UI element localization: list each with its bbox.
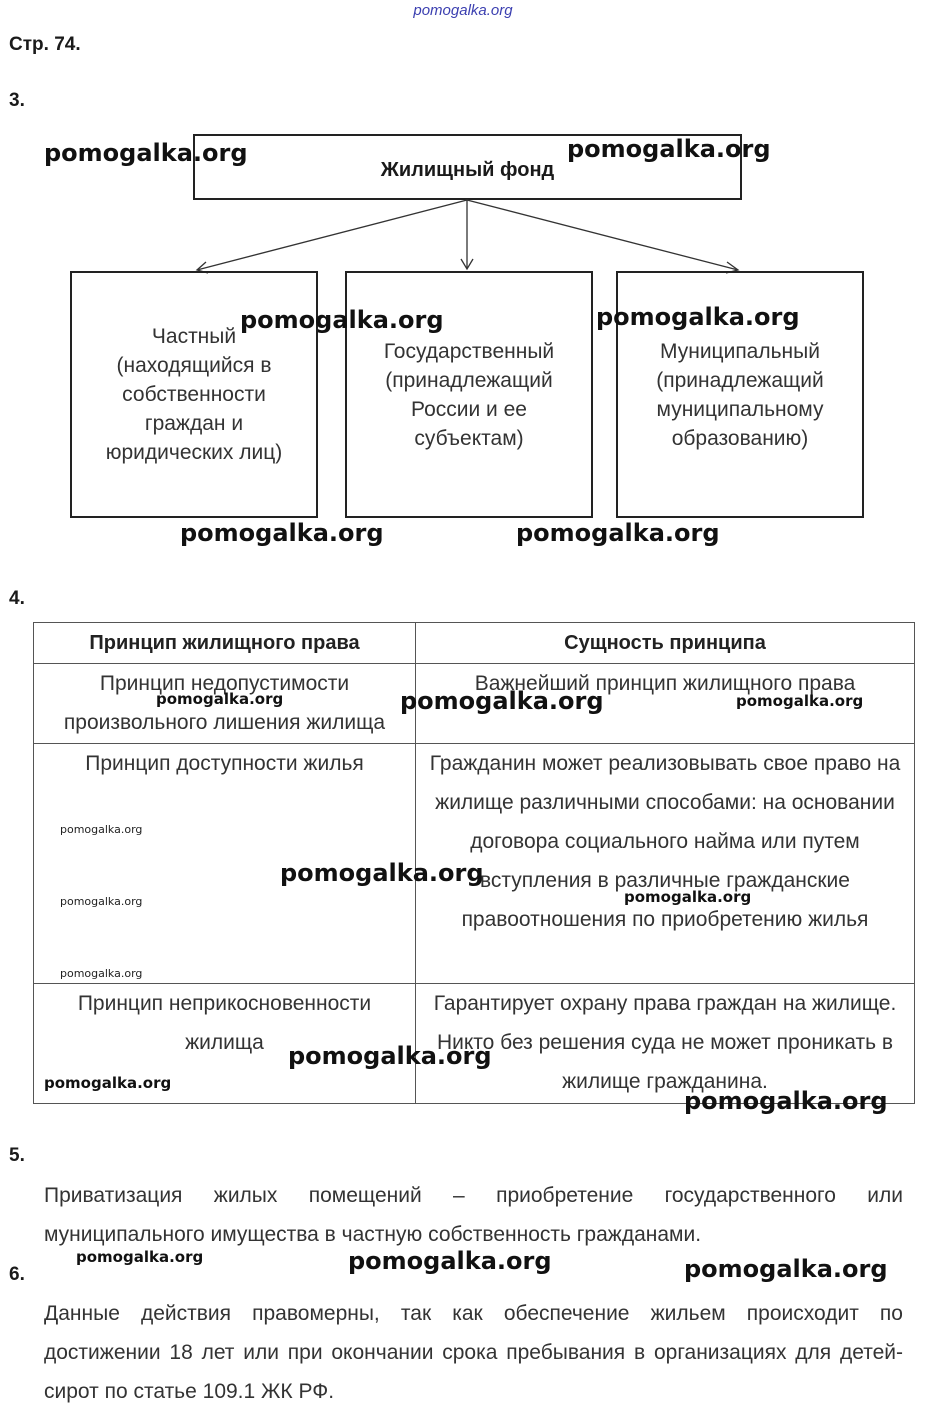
task-4-number: 4. bbox=[9, 588, 25, 609]
watermark: pomogalka.org bbox=[736, 692, 864, 710]
watermark: pomogalka.org bbox=[516, 519, 720, 547]
table-header-row bbox=[34, 623, 915, 664]
watermark: pomogalka.org bbox=[624, 888, 752, 906]
watermark: pomogalka.org bbox=[567, 135, 771, 163]
watermark: pomogalka.org bbox=[596, 303, 800, 331]
watermark: pomogalka.org bbox=[44, 139, 248, 167]
diagram-label-state: Государственный (принадлежащий России и ее субъектам) bbox=[383, 339, 555, 450]
watermark: pomogalka.org bbox=[280, 859, 484, 887]
arrow-to-private bbox=[197, 200, 467, 270]
table-cell-essence: Гарантирует охрану права граждан на жилище. Никто без решения суда не может проникать в жилище гражданина. bbox=[416, 984, 915, 1104]
table-cell-principle: Принцип недопустимости произвольного лишения жилища bbox=[34, 664, 416, 744]
arrow-to-municipal bbox=[467, 200, 738, 270]
table-cell-essence: Гражданин может реализовывать свое право на жилище различными способами: на основании договора социального найма или путем вступления в различные гражданские правоотношения по приобретению жилья bbox=[416, 744, 915, 984]
watermark: pomogalka.org bbox=[684, 1087, 888, 1115]
table-header-essence: Сущность принципа bbox=[416, 623, 915, 664]
table-cell-principle: Принцип неприкосновенности жилища bbox=[34, 984, 416, 1104]
diagram-label-municipal: Муниципальный (принадлежащий муниципальному образованию) bbox=[656, 339, 824, 450]
watermark: pomogalka.org bbox=[76, 1248, 204, 1266]
diagram-label-private: Частный (находящийся в собственности граждан и юридических лиц) bbox=[105, 325, 283, 464]
task-5-number: 5. bbox=[9, 1145, 25, 1166]
table-cell-principle: Принцип доступности жилья bbox=[34, 744, 416, 984]
watermark: pomogalka.org bbox=[60, 967, 143, 980]
watermark: pomogalka.org bbox=[240, 306, 444, 334]
watermark: pomogalka.org bbox=[180, 519, 384, 547]
site-caption: pomogalka.org bbox=[413, 2, 513, 19]
task-6-number: 6. bbox=[9, 1264, 25, 1285]
diagram-root-label: Жилищный фонд bbox=[380, 158, 555, 181]
watermark: pomogalka.org bbox=[156, 690, 284, 708]
watermark: pomogalka.org bbox=[684, 1255, 888, 1283]
task-5-answer: Приватизация жилых помещений – приобретение государственного или муниципального имущества в частную собственность гражданами. bbox=[44, 1184, 903, 1246]
table-cell-essence: Важнейший принцип жилищного права bbox=[416, 664, 915, 744]
arrowhead-state bbox=[461, 259, 473, 269]
watermark: pomogalka.org bbox=[60, 895, 143, 908]
task-6-answer: Данные действия правомерны, так как обеспечение жильем происходит по достижении 18 лет или при окончании срока пребывания в организациях для детей-сирот по статье 109.1 ЖК РФ. bbox=[44, 1302, 903, 1403]
watermark: pomogalka.org bbox=[400, 687, 604, 715]
watermark: pomogalka.org bbox=[348, 1247, 552, 1275]
page-reference: Стр. 74. bbox=[9, 34, 81, 55]
watermark: pomogalka.org bbox=[288, 1042, 492, 1070]
table-header-principle: Принцип жилищного права bbox=[34, 623, 416, 664]
task-3-number: 3. bbox=[9, 90, 25, 111]
watermark: pomogalka.org bbox=[60, 823, 143, 836]
watermark: pomogalka.org bbox=[44, 1074, 172, 1092]
